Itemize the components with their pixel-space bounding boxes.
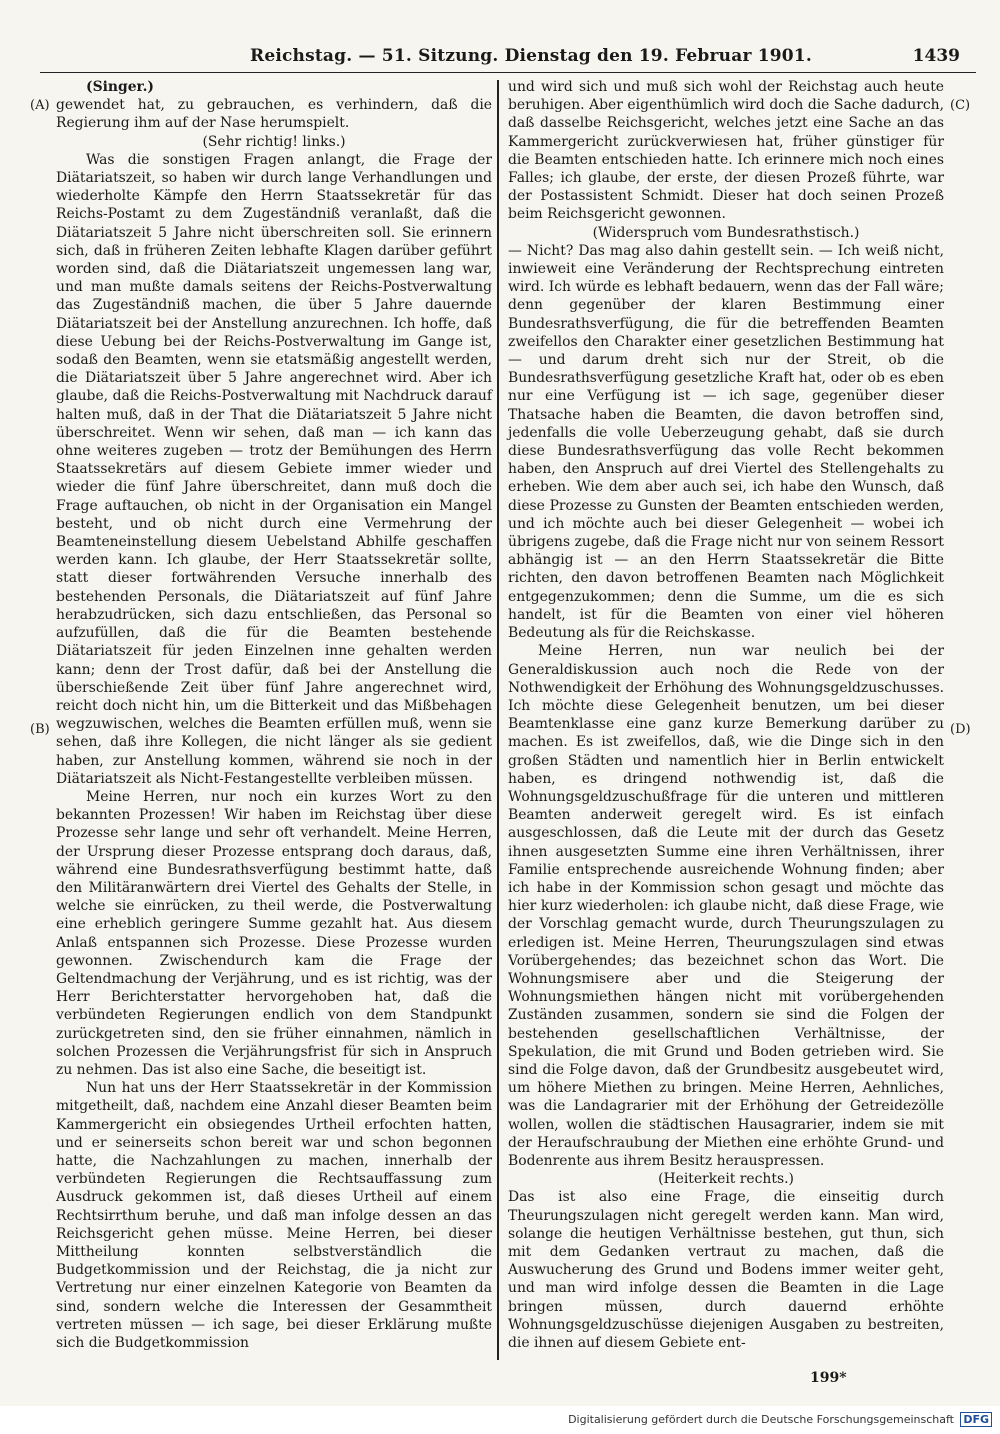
left-column [56,78,492,1352]
margin-mark-b: (B) [30,722,50,737]
page-header [40,44,976,73]
paragraph: gewendet hat, zu gebrauchen, es verhindern, daß die Regierung ihm auf der Nase herumspielt. [56,97,492,132]
margin-mark-a: (A) [30,98,50,113]
paragraph: Meine Herren, nur noch ein kurzes Wort zu den bekannten Prozessen! Wir haben im Reichstag über diese Prozesse sehr lange und sehr oft verhandelt. Meine Herren, der Ursprung dieser Prozesse entsprang doch daraus, daß, während eine Bundesrathsverfügung bestimmt hatte, daß den Militäranwärtern drei Viertel des Gehalts der Stelle, in welche sie einrücken, zu theil werde, die Postverwaltung eine erheblich geringere Summe gezahlt hat. Aus diesem Anlaß entspannen sich Prozesse. Diese Prozesse wurden gewonnen. Zwischendurch kam die Frage der Geltendmachung der Verjährung, und es ist richtig, was der Herr Berichterstatter hervorgehoben hat, daß die verbündeten Regierungen endlich von dem Standpunkt zurückgetreten sind, den sie früher einnahmen, nämlich in solchen Prozessen die Verjährungsfrist für sich in Anspruch zu nehmen. Das ist also eine Sache, die beseitigt ist. [56,788,492,1078]
margin-mark-c: (C) [950,98,971,113]
paragraph: — Nicht? Das mag also dahin gestellt sein. — Ich weiß nicht, inwieweit eine Veränderung der Rechtsprechung eintreten wird. Ich würde es lebhaft bedauern, wenn das der Fall wäre; denn gegenüber der klaren Bestimmung einer Bundesrathsverfügung, die für die betreffenden Beamten zweifellos den Charakter einer gesetzlichen Bestimmung hat — und darum dreht sich nur der Streit, ob die Bundesrathsverfügung gesetzliche Kraft hat, oder ob es eben nur eine Verfügung ist — ich sage, gegenüber dieser Thatsache haben die Beamten, die davon betroffen sind, jedenfalls die volle Ueberzeugung gehabt, daß sie durch diese Bundesrathsverfügung das volle Recht bekommen haben, den Anspruch auf drei Viertel des Stellengehalts zu erheben. Wie dem aber auch sei, ich habe den Wunsch, daß diese Prozesse zu Gunsten der Beamten entschieden werden, und ich möchte auch bei dieser Gelegenheit — wobei ich übrigens zugebe, daß die Frage nicht nur von seinem Ressort abhängig ist — an den Herrn Staatssekretär die Bitte richten, den davon betroffenen Beamten nach Möglichkeit entgegenzukommen; denn die Summe, um die es sich handelt, ist für die Beamten von einer viel höheren Bedeutung als für die Reichskasse. [508,242,944,642]
page-number: 1439 [912,46,960,66]
interjection: (Sehr richtig! links.) [202,133,346,150]
footer-credit: Digitalisierung gefördert durch die Deutsche Forschungsgemeinschaft [568,1413,954,1426]
signature-mark: 199* [810,1370,847,1386]
paragraph: und wird sich und muß sich wohl der Reichstag auch heute beruhigen. Aber eigenthümlich wird doch die Sache dadurch, daß dasselbe Reichsgericht, welches jetzt eine Sache an das Kammergericht zurückverwiesen hat, früher günstiger für die Beamten entschieden hatte. Ich erinnere mich noch eines Falles; ich glaube, der erste, der diesen Prozeß führte, war der Postassistent Schmidt. Dieser hat doch seinen Prozeß beim Reichsgericht gewonnen. [508,79,944,223]
speaker-name: (Singer.) [86,79,154,95]
footer [0,1406,1000,1434]
interjection: (Widerspruch vom Bundesrathstisch.) [592,224,860,241]
dfg-logo: DFG [960,1412,992,1427]
paragraph: Das ist also eine Frage, die einseitig durch Theurungszulagen nicht geregelt werden kann. Man wird, solange die heutigen Verhältnisse bestehen, gut thun, sich mit dem Gedanken vertraut zu machen, daß die Auswucherung des Grund und Bodens immer weiter geht, und man wird infolge dessen die Beamten in die Lage bringen müssen, durch dauernd erhöhte Wohnungsgeldzuschüsse diejenigen Ausgaben zu bestreiten, die ihnen auf diesem Gebiete ent- [508,1189,944,1352]
right-column [508,78,944,1352]
interjection: (Heiterkeit rechts.) [658,1171,794,1188]
paragraph: Was die sonstigen Fragen anlangt, die Frage der Diätariatszeit, so haben wir durch lange Verhandlungen und wiederholte Kämpfe den Herrn Staatssekretär für das Reichs-Postamt zu dem Zugeständniß veranlaßt, daß die Diätariatszeit 5 Jahre nicht überschreiten soll. Sie erinnern sich, daß in früheren Zeiten lebhafte Klagen darüber geführt worden sind, daß die Diätariatszeit ungemessen lang war, und man mußte damals seitens der Reichs-Postverwaltung das Zugeständniß machen, die über 5 Jahre dauernde Diätariatszeit bei der Anstellung anzurechnen. Ich hoffe, daß diese Uebung bei der Reichs-Postverwaltung im Gange ist, sodaß den Beamten, wenn sie etatsmäßig angestellt werden, die Diätariatszeit über 5 Jahre angerechnet wird. Aber ich glaube, daß die Reichs-Postverwaltung mit Nachdruck darauf halten muß, daß in der That die Diätariatszeit 5 Jahre nicht überschreitet. Wenn wir sehen, daß man — ich kann das ohne weiteres zugeben — trotz der Bemühungen des Herrn Staatssekretärs auf diesem Gebiete immer wieder und wieder die fünf Jahre überschreitet, dann muß doch die Frage auftauchen, ob nicht in der Organisation ein Mangel besteht, und ob nicht durch eine Vermehrung der Beamteneinstellung diesem Uebelstand Abhilfe geschaffen werden kann. Ich glaube, der Herr Staatssekretär sollte, statt dieser fortwährenden Versuche innerhalb des bestehenden Personals, die Diätariatszeit auf fünf Jahre herabzudrücken, sich dazu entschließen, das Personal so aufzufüllen, daß die für die Beamten bestehende Diätariatszeit für jeden Einzelnen inne gehalten werden kann; denn der Trost dafür, daß bei der Anstellung die überschießende Zeit über fünf Jahre angerechnet wird, reicht doch nicht hin, um die Bitterkeit und das Mißbehagen wegzuwischen, welches die Beamten erfüllen muß, wenn sie sehen, daß ihre Kollegen, die nicht länger als sie gedient haben, zur Anstellung kommen, während sie noch in der Diätariatszeit als Nicht-Festangestellte verbleiben müssen. [56,151,492,787]
header-title: Reichstag. — 51. Sitzung. Dienstag den 19. Februar 1901. [250,46,812,66]
margin-mark-d: (D) [950,722,971,737]
paragraph: Nun hat uns der Herr Staatssekretär in der Kommission mitgetheilt, daß, nachdem eine Anzahl dieser Beamten beim Kammergericht ein obsiegendes Urtheil erfochten hatten, und er seinerseits schon bereit war und schon begonnen hatte, die Nachzahlungen zu machen, innerhalb der verbündeten Regierungen die Rechtsauffassung zum Ausdruck gekommen ist, daß dieses Urtheil auf einem Rechtsirrthum beruhe, und daß man infolge dessen an das Reichsgericht gehen müsse. Meine Herren, bei dieser Mittheilung konnten selbstverständlich die Budgetkommission und der Reichstag, die ja nicht zur Vertretung nur einer einzelnen Kategorie von Beamten da sind, sondern welche die Interessen der Gesammtheit vertreten müssen — ich sage, bei dieser Erklärung mußte sich die Budgetkommission [56,1080,492,1352]
paragraph: Meine Herren, nun war neulich bei der Generaldiskussion auch noch die Rede von der Nothwendigkeit der Erhöhung des Wohnungsgeldzuschusses. Ich möchte diese Gelegenheit benutzen, um bei dieser Beamtenklasse eine ganz kurze Bemerkung darüber zu machen. Es ist zweifellos, daß, wie die Dinge sich in den großen Städten und namentlich hier in Berlin entwickelt haben, es dringend nothwendig ist, daß die Wohnungsgeldzuschußfrage für die unteren und mittleren Beamten anderweit geregelt wird. Es ist einfach ausgeschlossen, daß die Leute mit der durch das Gesetz ihnen ausgesetzten Summe eine ihren Verhältnissen, ihrer Familie entsprechende ausreichende Wohnung finden; aber ich habe in der Kommission schon gesagt und möchte das hier kurz wiederholen: ich glaube nicht, daß diese Frage, wie der Vorschlag gemacht wurde, durch Theurungszulagen zu erledigen ist. Meine Herren, Theurungszulagen sind etwas Vorübergehendes; das bezeichnet schon das Wort. Die Wohnungsmisere aber und die Steigerung der Wohnungsmiethen hängen nicht mit vorübergehenden Zuständen zusammen, sondern sie sind die Folgen der bestehenden gesellschaftlichen Verhältnisse, der Spekulation, die mit Grund und Boden getrieben wird. Sie sind die Folge davon, daß der Grundbesitz ausgebeutet wird, um höhere Miethen zu bringen. Meine Herren, Aehnliches, was die Landagrarier mit der Erhöhung der Getreidezölle wollen, wollen die städtischen Hausagrarier, indem sie mit der Heraufschraubung der Miethen eine erhöhte Grund- und Bodenrente aus ihrem Besitz herauspressen. [508,643,944,1169]
column-divider [497,80,499,1360]
